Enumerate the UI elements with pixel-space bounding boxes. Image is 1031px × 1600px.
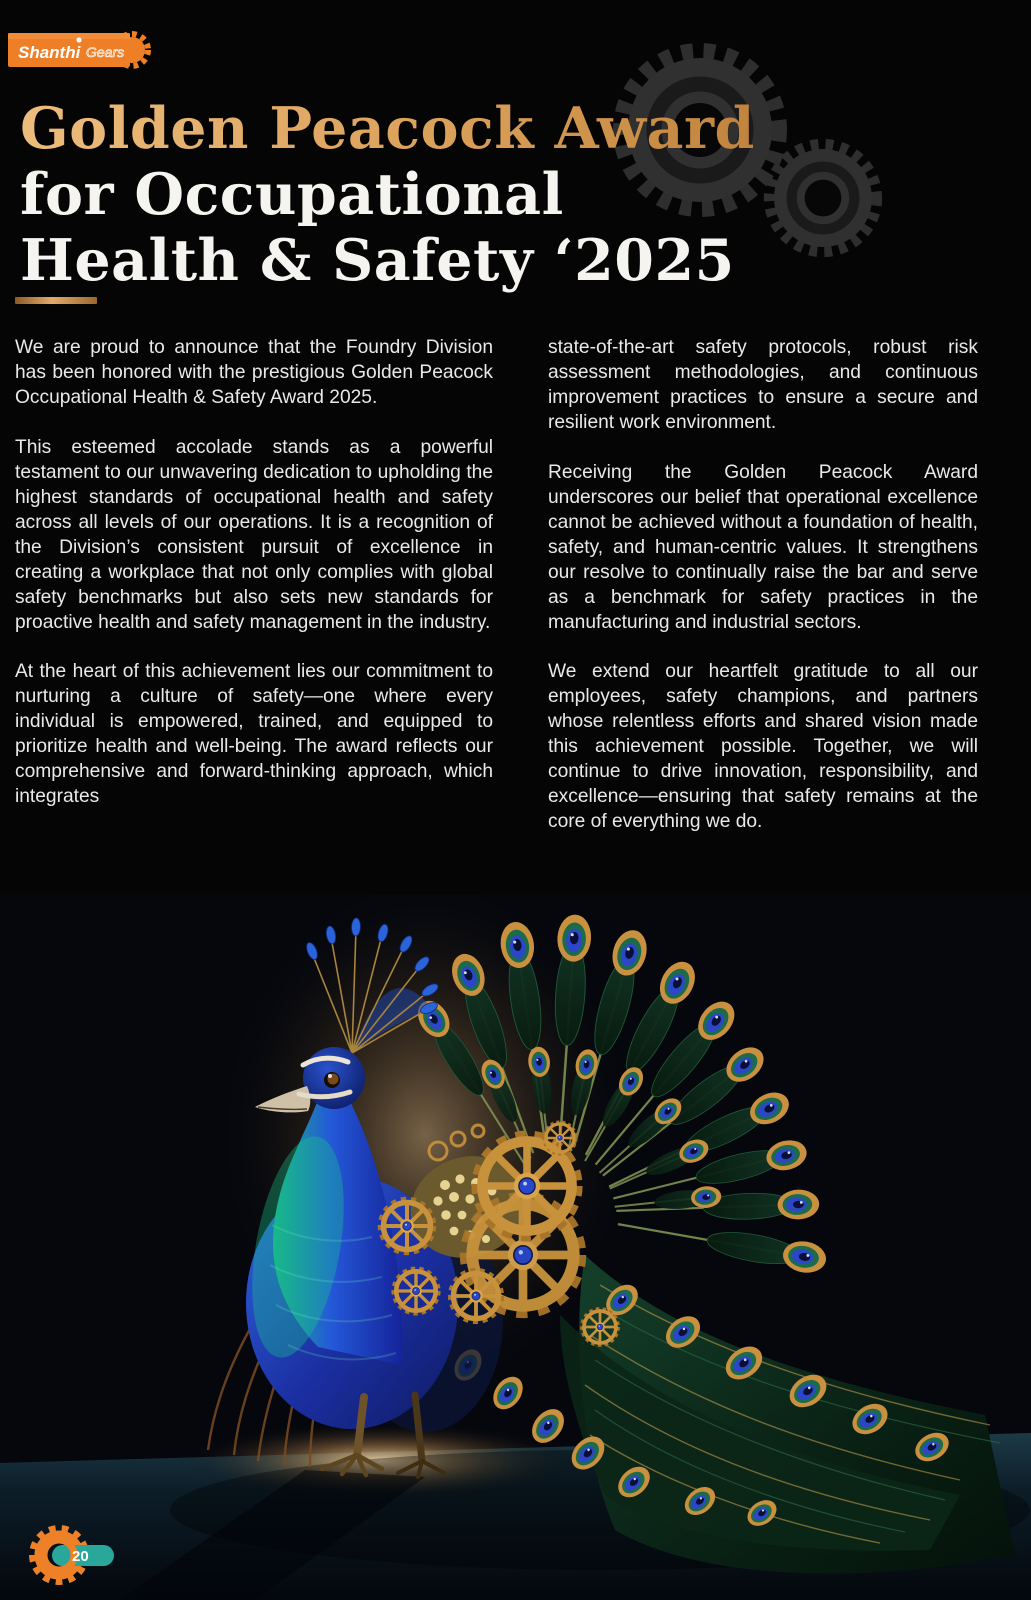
article-paragraph: We are proud to announce that the Foundry Division has been honored with the prestigious Golden Peacock Occupational Health & Safety Award 2025. — [15, 337, 493, 408]
title-line-2: for Occupational — [20, 161, 564, 228]
article-paragraph: This esteemed accolade stands as a powerful testament to our unwavering dedication to upholding the highest standards of occupational health and safety across all levels of our operations. It is a recognition of the Division’s consistent pursuit of excellence in creating a workplace that not only complies with global safety benchmarks but also sets new standards for proactive health and safety management in the industry. — [15, 436, 493, 633]
article-paragraph: Receiving the Golden Peacock Award underscores our belief that operational excellence cannot be achieved without a foundation of health, safety, and human-centric values. It strengthens our resolve to continually raise the bar and serve as a benchmark for safety practices in the manufacturing and industrial sectors. — [548, 461, 978, 633]
page-number: 20 — [72, 1548, 89, 1565]
article-body — [15, 336, 978, 860]
logo-i-dot — [76, 37, 81, 42]
gold-divider — [15, 297, 97, 304]
page-title — [20, 96, 1000, 294]
article-paragraph: At the heart of this achievement lies our commitment to nurturing a culture of safety—one where every individual is empowered, trained, and equipped to prioritize health and well-being. The award reflects our comprehensive and forward-thinking approach, which integrates — [15, 661, 493, 808]
title-line-3: Health & Safety ‘2025 — [20, 227, 735, 294]
gear-icon — [381, 1200, 433, 1252]
article-column-left — [15, 336, 493, 860]
article-paragraph: We extend our heartfelt gratitude to all our employees, safety champions, and partners whose relentless efforts and shared vision made this achievement possible. Together, we will continue to drive innovation, responsibility, and excellence—ensuring that safety remains at the core of everything we do. — [548, 661, 978, 833]
article-column-right — [548, 336, 978, 860]
logo-brand-text: Shanthi — [18, 43, 81, 62]
peacock-illustration — [0, 895, 1031, 1600]
page-number-badge — [28, 1518, 132, 1592]
gear-icon — [544, 1122, 575, 1153]
logo-brand-suffix-text: Gears — [86, 44, 125, 60]
gear-icon — [394, 1269, 438, 1313]
gear-icon — [451, 1271, 501, 1321]
brand-logo — [8, 28, 170, 76]
title-line-1: Golden Peacock Award — [20, 96, 1000, 162]
gear-icon — [582, 1309, 617, 1344]
article-paragraph: state-of-the-art safety protocols, robust risk assessment methodologies, and continuous improvement practices to ensure a secure and resilient work environment. — [548, 337, 978, 433]
